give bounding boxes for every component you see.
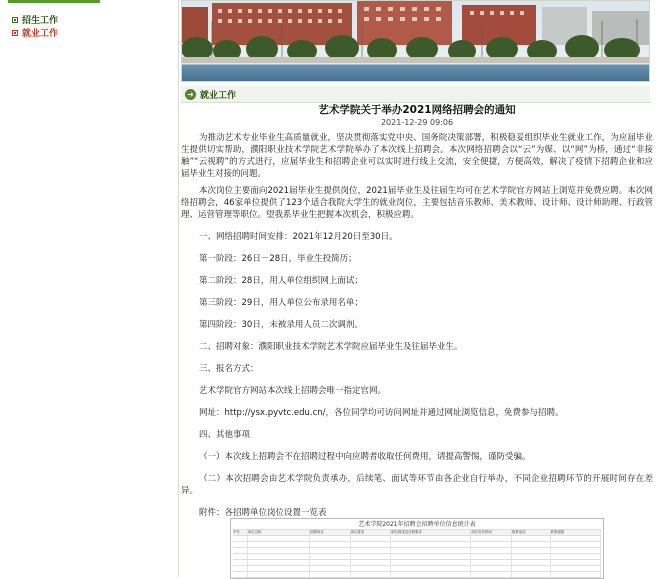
campus-photo xyxy=(182,1,650,82)
arrow-right-icon: ➜ xyxy=(185,89,196,100)
article-paragraph: 二、招聘对象：濮阳职业技术学院艺术学院应届毕业生及往届毕业生。 xyxy=(199,342,463,352)
section-title: 就业工作 xyxy=(200,90,237,101)
article-paragraph: （一）本次线上招聘会不在招聘过程中向应聘者收取任何费用，请提高警惕，谨防受骗。 xyxy=(199,452,531,462)
article-paragraph: 为推动艺术专业毕业生高质量就业，坚决贯彻落实党中央、国务院决策部署，积极稳妥组织毕业生就业工作，为应届毕业生提供切实帮助，濮阳职业技术学院艺术学院举办了本次线上招聘会。本次网络招聘会以“云”为媒、以“网”为桥，通过“非接触”“云视聘”的方式进行，应届毕业生和招聘企业可以实时进行线上交流，安全便捷，方便高效，解决了疫情下招聘企业和应届毕业生对接的问题。 xyxy=(181,133,653,179)
attachment-table-title: 艺术学院2021年招聘会招聘单位信息统计表 xyxy=(358,521,476,528)
left-sidebar xyxy=(0,0,179,577)
table-header-cell: 单位名称 xyxy=(248,530,310,535)
article-paragraph: 一、网络招聘时间安排：2021年12月20日至30日。 xyxy=(199,232,398,242)
article-paragraph: 本次岗位主要面向2021届毕业生提供岗位，2021届毕业生及往届生均可在艺术学院官方网站上浏览并免费应聘。本次网络招聘会，46家单位提供了123个适合我院大学生的就业岗位，主要包括音乐教师、美术教师、设计师、设计师助理、行政管理、运营管理等职位。望我系毕业生把握本次机会，积极应聘。 xyxy=(181,186,653,220)
article-paragraph: 三、报名方式： xyxy=(199,364,259,374)
attachment-table xyxy=(233,529,601,579)
table-header-cell: 联系电话 xyxy=(512,530,551,535)
campus-banner-image xyxy=(181,0,650,82)
article-date: 2021-12-29 09:06 xyxy=(380,118,454,127)
article-paragraph: 第一阶段：26日－28日，毕业生投简历； xyxy=(199,254,357,264)
sidebar-item-employment[interactable] xyxy=(12,26,178,39)
section-header xyxy=(181,86,650,103)
table-row xyxy=(233,547,601,553)
article-paragraph: 艺术学院官方网站本次线上招聘会唯一指定官网。 xyxy=(199,386,387,396)
article-paragraph: 第三阶段：29日，用人单位公布录用名单； xyxy=(199,298,363,308)
table-header-cell: 招聘岗位 xyxy=(310,530,351,535)
table-header-row xyxy=(233,529,601,535)
table-row xyxy=(233,535,601,541)
table-header-cell: 岗位发布时间 xyxy=(471,530,512,535)
table-header-cell: 岗位要求 xyxy=(351,530,392,535)
table-row xyxy=(233,553,601,559)
sidebar-item-admissions[interactable] xyxy=(12,13,178,26)
attachment-label: 附件：各招聘单位岗位设置一览表 xyxy=(199,508,327,518)
attachment-table-image xyxy=(230,518,604,579)
table-header-cell: 联系邮箱 xyxy=(551,530,601,535)
square-bullet-icon xyxy=(12,30,18,36)
article-paragraph-url[interactable]: 网址：http://ysx.pyvtc.edu.cn/，各位同学均可访问网址并通过网址浏览信息，免费参与招聘。 xyxy=(199,408,564,418)
article-paragraph: （二）本次招聘会由艺术学院负责承办，后续笔、面试等环节由各企业自行举办，不同企业招聘环节的开展时间存在差异。 xyxy=(181,474,653,496)
table-header-cell: 职位描述及任职要求 xyxy=(391,530,471,535)
table-header-cell: 序号 xyxy=(233,530,248,535)
article-paragraph: 第二阶段：28日，用人单位组织网上面试； xyxy=(199,276,363,286)
table-row xyxy=(233,571,601,577)
article-paragraph: 四、其他事项 xyxy=(199,430,251,440)
sidebar-item-label: 就业工作 xyxy=(22,29,59,39)
table-row xyxy=(233,565,601,571)
article-title: 艺术学院关于举办2021网络招聘会的通知 xyxy=(318,104,516,116)
table-row xyxy=(233,541,601,547)
article-body xyxy=(181,104,653,524)
square-bullet-icon xyxy=(12,17,18,23)
sidebar-item-label: 招生工作 xyxy=(22,16,59,26)
table-row xyxy=(233,559,601,565)
article-paragraph: 第四阶段：30日，未被录用人员二次调剂。 xyxy=(199,320,363,330)
